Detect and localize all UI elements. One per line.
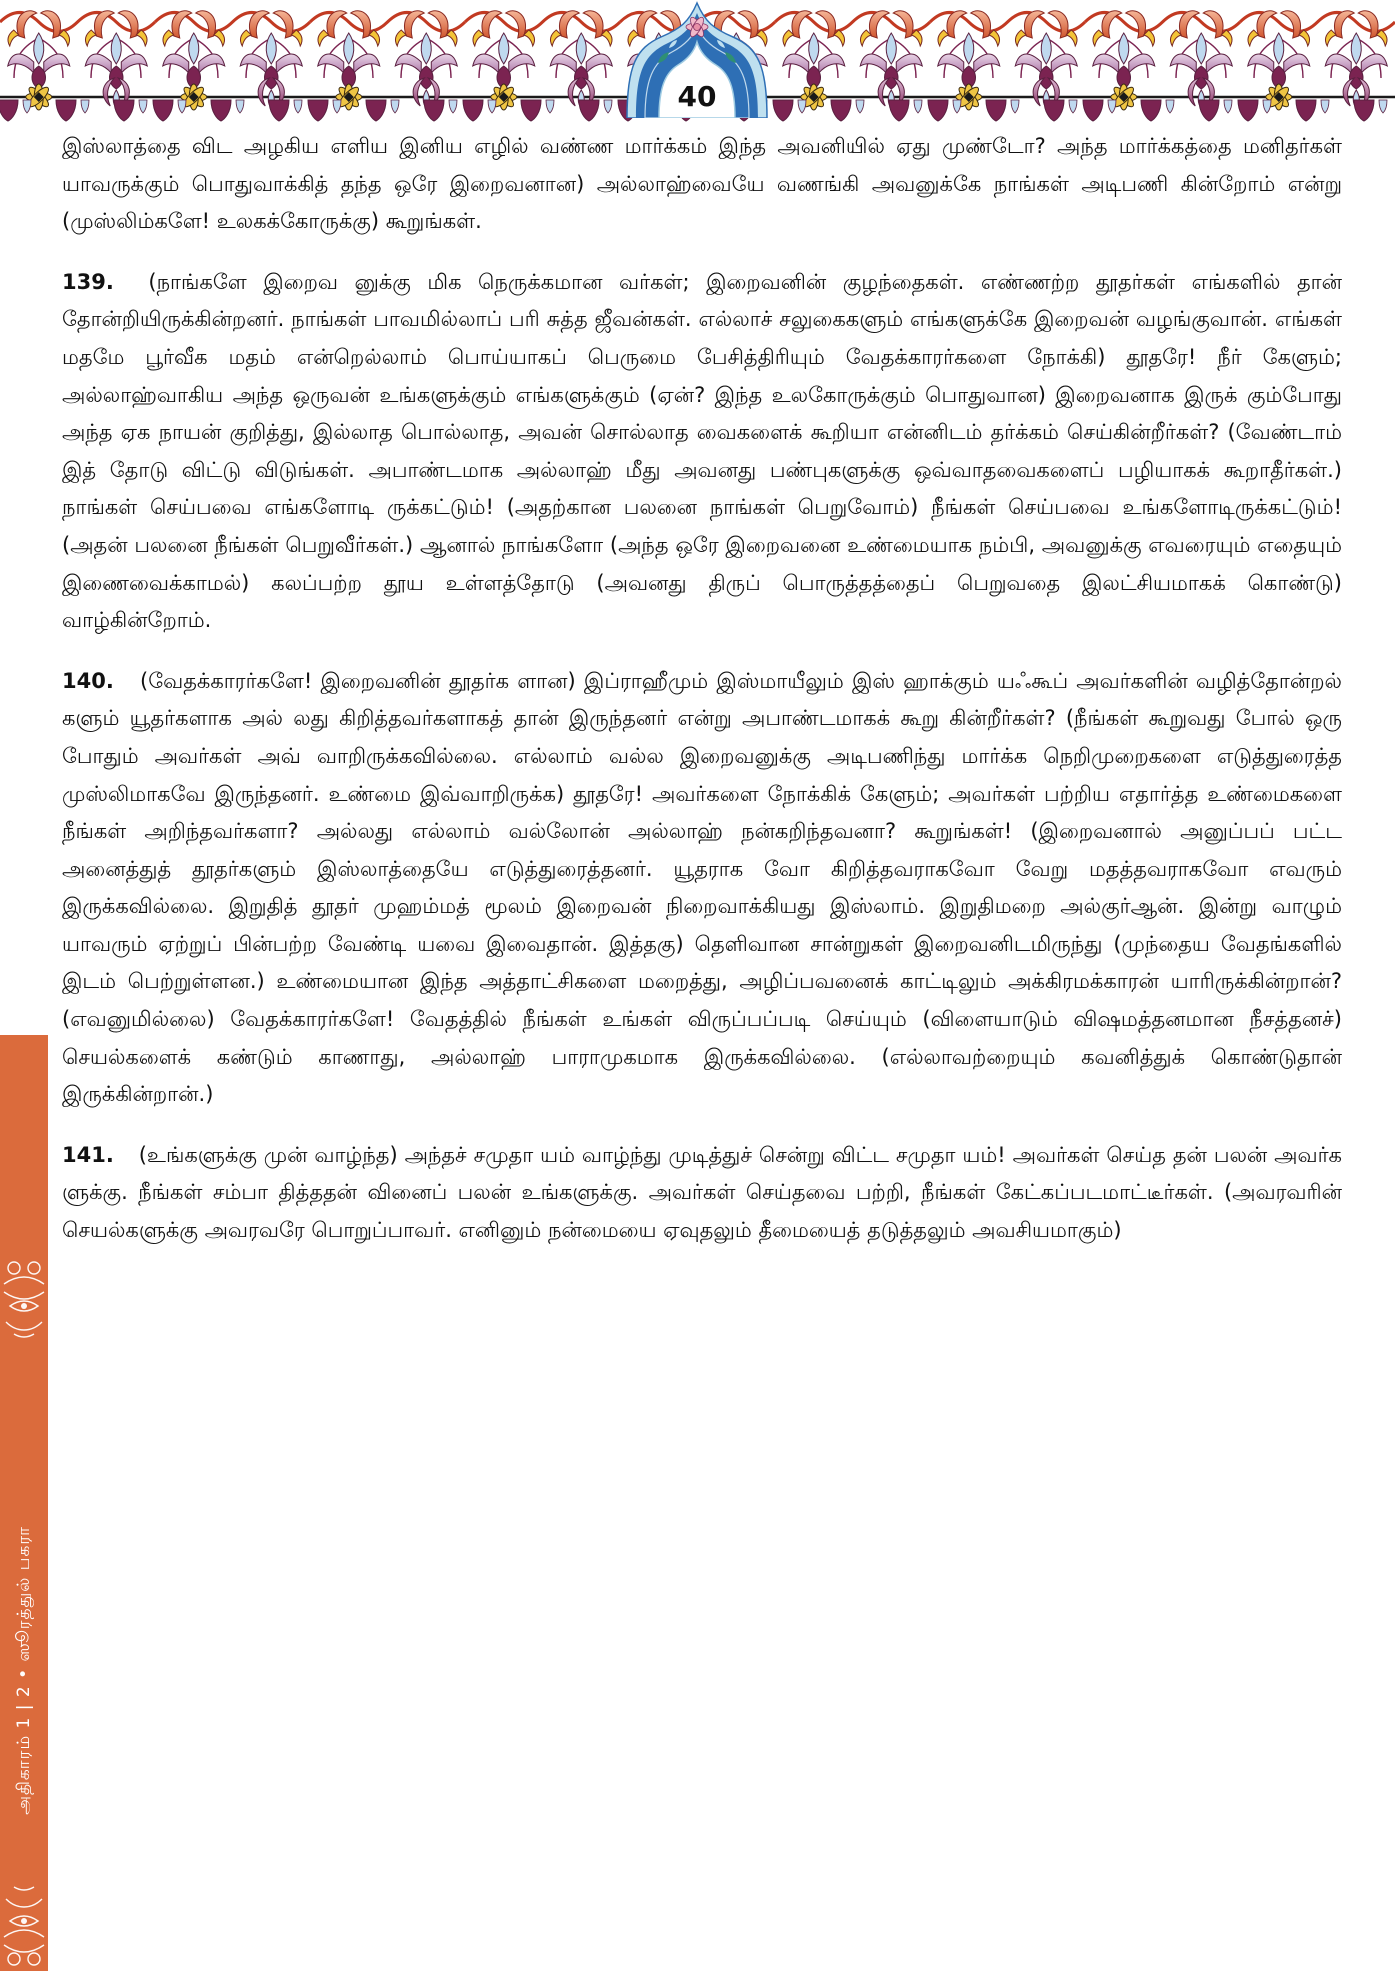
lace-ornament-bottom-icon [0,1881,48,1971]
page-body [62,128,1342,1273]
chapter-label: அதிகாரம் 1 | 2 • ஸூரத்துல் பகரா [14,1525,34,1815]
verse-text: (வேதக்காரர்களே! இறைவனின் தூதர்க ளான) இப்ராஹீமும் இஸ்மாயீலும் இஸ் ஹாக்கும் யஃகூப் அவர்களின் வழித்தோன்றல் களும் யூதர்களாக அல் லது கிறித்தவர்களாகத் தான் இருந்தனர் என்று அபாண்டமாகக் கூறு கின்றீர்கள்? (நீங்கள் கூறுவது போல் ஒரு போதும் அவர்கள் அவ் வாறிருக்கவில்லை. எல்லாம் வல்ல இறைவனுக்கு அடிபணிந்து மார்க்க நெறிமுறைகளை எடுத்துரைத்த முஸ்லிமாகவே இருந்தனர். உண்மை இவ்வாறிருக்க) தூதரே! அவர்களை நோக்கிக் கேளும்; அவர்கள் பற்றிய எதார்த்த உண்மைகளை நீங்கள் அறிந்தவர்களா? அல்லது எல்லாம் வல்லோன் அல்லாஹ் நன்கறிந்தவனா? கூறுங்கள்! (இறைவனால் அனுப்பப் பட்ட அனைத்துத் தூதர்களும் இஸ்லாத்தையே எடுத்துரைத்தனர். யூதராக வோ கிறித்தவராகவோ வேறு மதத்தவராகவோ எவரும் இருக்கவில்லை. இறுதித் தூதர் முஹம்மத் மூலம் இறைவன் நிறைவாக்கியது இஸ்லாம். இறுதிமறை அல்குர்ஆன். இன்று வாழும் யாவரும் ஏற்றுப் பின்பற்ற வேண்டி யவை இவைதான். இத்தகு) தெளிவான சான்றுகள் இறைவனிடமிருந்து (முந்தைய வேதங்களில் இடம் பெற்றுள்ளன.) உண்மையான இந்த அத்தாட்சிகளை மறைத்து, அழிப்பவனைக் காட்டிலும் அக்கிரமக்காரன் யாரிருக்கின்றான்? (எவனுமில்லை) வேதக்காரர்களே! வேதத்தில் நீங்கள் உங்கள் விருப்பப்படி செய்யும் (விளையாடும் விஷமத்தனமான நீசத்தனச்) செயல்களைக் கண்டும் காணாது, அல்லாஹ் பாராமுகமாக இருக்கவில்லை. (எல்லாவற்றையும் கவனித்துக் கொண்டுதான் இருக்கின்றான்.) [62,668,1342,1107]
chapter-sidebar [0,1035,48,1971]
verse-text: (உங்களுக்கு முன் வாழ்ந்த) அந்தச் சமுதா யம் வாழ்ந்து முடித்துச் சென்று விட்ட சமுதா யம்! அவர்கள் செய்த தன் பலன் அவர்க ளுக்கு. நீங்கள் சம்பா தித்ததன் வினைப் பலன் உங்களுக்கு. அவர்கள் செய்தவை பற்றி, நீங்கள் கேட்கப்படமாட்டீர்கள். (அவரவரின் செயல்களுக்கு அவரவரே பொறுப்பாவர். எனினும் நன்மையை ஏவுதலும் தீமையைத் தடுத்தலும் அவசியமாகும்) [62,1142,1342,1243]
continuation-text: இஸ்லாத்தை விட அழகிய எளிய இனிய எழில் வண்ண மார்க்கம் இந்த அவனியில் ஏது முண்டோ? அந்த மார்க்கத்தை மனிதர்கள் யாவருக்கும் பொதுவாக்கித் தந்த ஒரே இறைவனான) அல்லாஹ்வையே வணங்கி அவனுக்கே நாங்கள் அடிபணி கின்றோம் என்று (முஸ்லிம்களே! உலகக்கோருக்கு) கூறுங்கள். [62,134,1342,234]
page-number: 40 [677,80,717,113]
mihrab-medallion [612,0,782,118]
paragraph-continuation [62,128,1342,241]
verse-text: (நாங்களே இறைவ னுக்கு மிக நெருக்கமான வர்கள்; இறைவனின் குழந்தைகள். எண்ணற்ற தூதர்கள் எங்களில் தான் தோன்றியிருக்கின்றனர். நாங்கள் பாவமில்லாப் பரி சுத்த ஜீவன்கள். எல்லாச் சலுகைகளும் எங்களுக்கே இறைவன் வழங்குவான். எங்கள் மதமே பூர்வீக மதம் என்றெல்லாம் பொய்யாகப் பெருமை பேசித்திரியும் வேதக்காரர்களை நோக்கி) தூதரே! நீர் கேளும்; அல்லாஹ்வாகிய அந்த ஒருவன் உங்களுக்கும் எங்களுக்கும் (ஏன்? இந்த உலகோருக்கும் பொதுவான) இறைவனாக இருக் கும்போது அந்த ஏக நாயன் குறித்து, இல்லாத பொல்லாத, அவன் சொல்லாத வைகளைக் கூறியா என்னிடம் தர்க்கம் செய்கின்றீர்கள்? (வேண்டாம் இத் தோடு விட்டு விடுங்கள். அபாண்டமாக அல்லாஹ் மீது அவனது பண்புகளுக்கு ஒவ்வாதவைகளைப் பழியாகக் கூறாதீர்கள்.) நாங்கள் செய்பவை எங்களோடி ருக்கட்டும்! (அதற்கான பலனை நாங்கள் பெறுவோம்) நீங்கள் செய்பவை உங்களோடிருக்கட்டும்! (அதன் பலனை நீங்கள் பெறுவீர்கள்.) ஆனால் நாங்களோ (அந்த ஒரே இறைவனை உண்மையாக நம்பி, அவனுக்கு எவரையும் எதையும் இணைவைக்காமல்) கலப்பற்ற தூய உள்ளத்தோடு (அவனது திருப் பொருத்தத்தைப் பெறுவதை இலட்சியமாகக் கொண்டு) வாழ்கின்றோம். [62,269,1342,633]
sidebar-label-wrap [0,1450,48,1890]
verse-139 [62,264,1342,640]
verse-number: 139. [62,269,114,294]
verse-number: 140. [62,668,114,693]
verse-140 [62,663,1342,1114]
lace-ornament-top-icon [0,1250,48,1340]
verse-141 [62,1137,1342,1250]
verse-number: 141. [62,1142,114,1167]
